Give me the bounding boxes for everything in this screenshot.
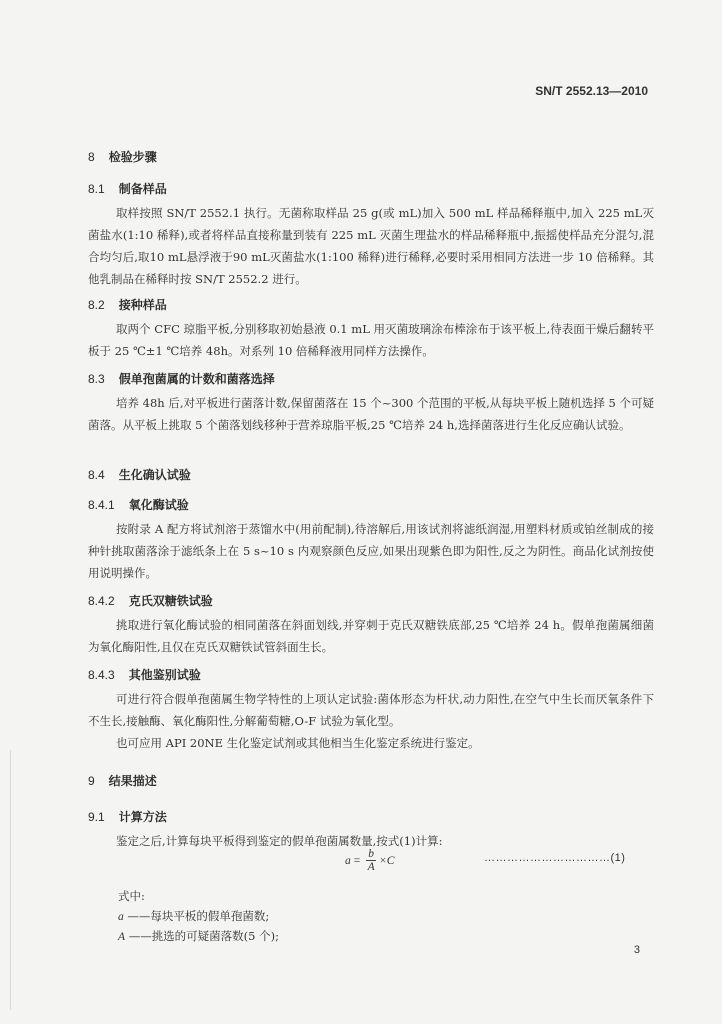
heading-title: 检验步骤 [108, 150, 157, 164]
where-label: 式中: [118, 889, 145, 903]
formula-equals: = [353, 854, 361, 867]
heading-number: 8.4.3 [88, 668, 115, 682]
heading-number: 8.3 [88, 372, 105, 386]
heading-title: 其他鉴别试验 [128, 668, 201, 682]
heading-8-4-1 [88, 496, 189, 513]
paragraph-8-4-3: 可进行符合假单孢菌属生物学特性的上项认定试验:菌体形态为杆状,动力阳性,在空气中生长而厌氧条件下不生长,接触酶、氧化酶阳性,分解葡萄糖,O-F 试验为氧化型。 [88, 692, 654, 728]
heading-9 [88, 772, 157, 789]
heading-number: 8.4.2 [88, 594, 115, 608]
where-desc: ——挑选的可疑菌落数(5 个); [128, 929, 280, 943]
page-number: 3 [633, 944, 640, 956]
formula-denominator: A [367, 861, 375, 873]
where-desc: ——每块平板的假单孢菌数; [127, 909, 270, 923]
scan-artifact-line [10, 750, 11, 1010]
heading-number: 8 [88, 150, 95, 164]
heading-number: 9.1 [88, 810, 105, 824]
heading-title: 结果描述 [108, 774, 157, 788]
paragraph-8-4-1: 按附录 A 配方将试剂溶于蒸馏水中(用前配制),待溶解后,用该试剂将滤纸润湿,用塑料材质或铂丝制成的接种针挑取菌落涂于滤纸条上在 5 s~10 s 内观察颜色反应,如果出现紫色即为阳性,反之为阴性。商品化试剂按使用说明操作。 [88, 522, 654, 580]
formula-fraction [366, 848, 376, 873]
paragraph-9-1: 鉴定之后,计算每块平板得到鉴定的假单孢菌属数量,按式(1)计算: [116, 834, 443, 848]
heading-9-1 [88, 808, 167, 825]
equation-number: ……………………………(1) [484, 852, 626, 864]
heading-title: 生化确认试验 [118, 468, 191, 482]
heading-8 [88, 148, 157, 165]
paragraph-8-3: 培养 48h 后,对平板进行菌落计数,保留菌落在 15 个~300 个范围的平板,从每块平板上随机选择 5 个可疑菌落。从平板上挑取 5 个菌落划线移种于营养琼脂平板,25 ℃培养 24 h,选择菌落进行生化反应确认试验。 [88, 396, 654, 432]
heading-number: 8.4.1 [88, 498, 115, 512]
heading-title: 氧化酶试验 [128, 498, 189, 512]
heading-8-4 [88, 466, 191, 483]
paragraph-8-2: 取两个 CFC 琼脂平板,分别移取初始悬液 0.1 mL 用灭菌玻璃涂布棒涂布于该平板上,待表面干燥后翻转平板于 25 ℃±1 ℃培养 48h。对系列 10 倍稀释液用同样方法操作。 [88, 322, 654, 358]
heading-number: 8.4 [88, 468, 105, 482]
heading-8-4-2 [88, 592, 213, 609]
heading-8-3 [88, 370, 275, 387]
paragraph-8-4-3-api: 也可应用 API 20NE 生化鉴定试剂或其他相当生化鉴定系统进行鉴定。 [116, 736, 480, 750]
where-item-a [118, 908, 269, 924]
heading-number: 9 [88, 774, 95, 788]
heading-number: 8.2 [88, 298, 105, 312]
formula-numerator: b [368, 848, 374, 860]
where-item-A [118, 928, 279, 944]
formula-1 [345, 848, 394, 873]
formula-multiplier: ×C [379, 854, 395, 867]
heading-title: 接种样品 [118, 298, 167, 312]
heading-8-1 [88, 180, 167, 197]
heading-number: 8.1 [88, 182, 105, 196]
where-symbol: A [118, 931, 126, 943]
formula-lhs: a [345, 854, 351, 867]
paragraph-8-4-2: 挑取进行氧化酶试验的相同菌落在斜面划线,并穿刺于克氏双糖铁底部,25 ℃培养 24 h。假单孢菌属细菌为氧化酶阳性,且仅在克氏双糖铁试管斜面生长。 [88, 618, 654, 654]
paragraph-8-1: 取样按照 SN/T 2552.1 执行。无菌称取样品 25 g(或 mL)加入 500 mL 样品稀释瓶中,加入 225 mL灭菌盐水(1:10 稀释),或者将样品直接称量到装有 225 mL 灭菌生理盐水的样品稀释瓶中,振摇使样品充分混匀,混合均匀后,取10 mL悬浮液于90 mL灭菌盐水(1:100 稀释)进行稀释,必要时采用相同方法进一步 10 倍稀释。其他乳制品在稀释时按 SN/T 2552.2 进行。 [88, 206, 654, 286]
heading-title: 计算方法 [118, 810, 167, 824]
standard-number: SN/T 2552.13—2010 [535, 84, 648, 98]
heading-title: 克氏双糖铁试验 [128, 594, 213, 608]
heading-title: 制备样品 [118, 182, 167, 196]
heading-8-2 [88, 296, 167, 313]
heading-8-4-3 [88, 666, 201, 683]
heading-title: 假单孢菌属的计数和菌落选择 [118, 372, 275, 386]
where-symbol: a [118, 911, 124, 923]
